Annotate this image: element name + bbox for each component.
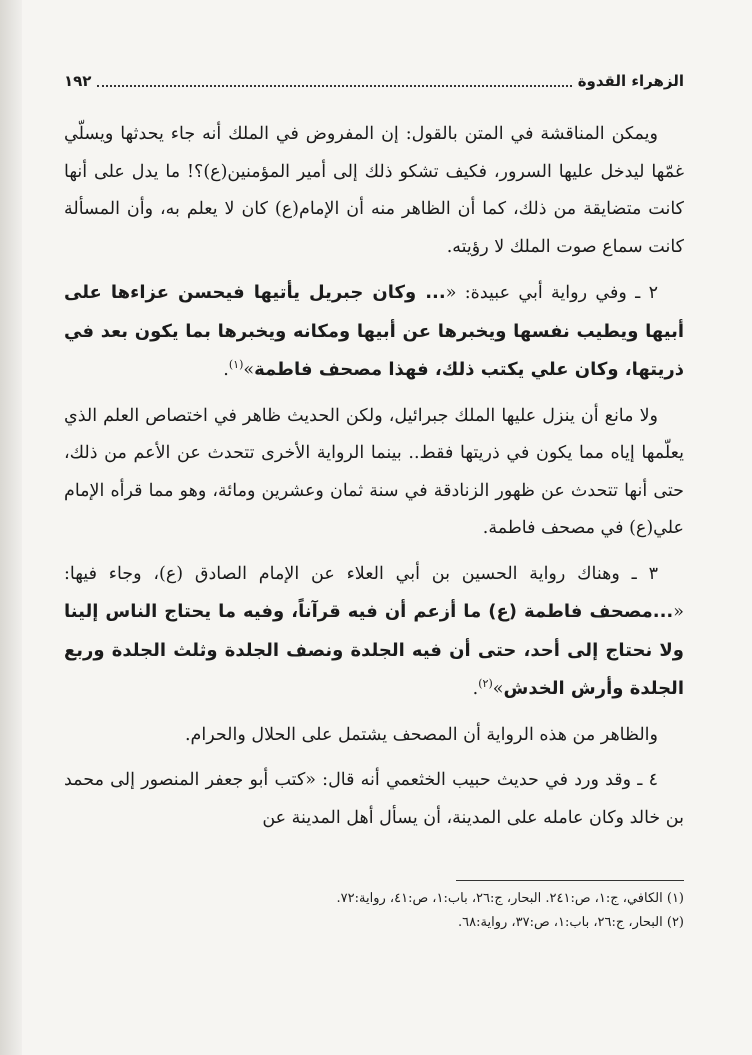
paragraph-2-end: .	[223, 360, 229, 380]
footnote-2: (٢) البحار، ج:٢٦، باب:١، ص:٣٧، رواية:٦٨.	[458, 915, 684, 930]
paragraph-1: ويمكن المناقشة في المتن بالقول: إن المفروض في الملك أنه جاء يحدثها ويسلّي غمّها ليدخل عليها السرور، فكيف تشكو ذلك إلى أمير المؤمنين(ع)؟! ما يدل على أنها كانت متضايقة من ذلك، كما أن الظاهر منه أن الإمام(ع) كان لا يعلم به، وأن المسألة كانت سماع صوت الملك لا رؤيته.	[64, 124, 684, 257]
footnote-ref-2: (٢)	[478, 677, 493, 691]
footnote-separator	[456, 880, 684, 881]
header-leader-dots	[97, 75, 571, 87]
quote-close-1: »	[243, 360, 255, 380]
paragraph-4-intro: ٣ ـ وهناك رواية الحسين بن أبي العلاء عن الإمام الصادق (ع)، وجاء فيها: «	[64, 563, 684, 622]
running-header	[64, 72, 684, 90]
quote-close-2: »	[492, 679, 504, 699]
paragraph-2-intro: ٢ ـ وفي رواية أبي عبيدة: «	[445, 283, 658, 303]
paragraph-6: ٤ ـ وقد ورد في حديث حبيب الخثعمي أنه قال: «كتب أبو جعفر المنصور إلى محمد بن خالد وكان عامله على المدينة، أن يسأل أهل المدينة عن	[64, 770, 684, 828]
paragraph-5: والظاهر من هذه الرواية أن المصحف يشتمل على الحلال والحرام.	[184, 724, 658, 745]
footnote-ref-1: (١)	[228, 358, 244, 372]
page-number: ١٩٢	[64, 72, 92, 90]
page-gutter-shadow	[0, 0, 22, 1055]
paragraph-2	[64, 274, 684, 390]
footnote-1: (١) الكافي، ج:١، ص:٢٤١. البحار، ج:٢٦، باب:١، ص:٤١، رواية:٧٢.	[336, 891, 684, 906]
paragraph-4	[64, 556, 684, 709]
footnotes	[64, 880, 684, 935]
paragraph-4-end: .	[472, 679, 479, 699]
quotation-2: ...مصحف فاطمة (ع) ما أزعم أن فيه قرآناً، وفيه ما يحتاج الناس إلينا ولا نحتاج إلى أحد، حتى أن فيه الجلدة ونصف الجلدة وثلث الجلدة وربع الجلدة وأرش الخدش	[64, 601, 684, 699]
header-title: الزهراء القدوة	[577, 72, 684, 90]
body-text	[64, 116, 684, 837]
quotation-1: ... وكان جبريل يأتيها فيحسن عزاءها على أبيها ويطيب نفسها ويخبرها عن أبيها ومكانه ويخبرها بما يكون بعد في ذريتها، وكان علي يكتب ذلك، فهذا مصحف فاطمة	[64, 282, 684, 380]
paragraph-3: ولا مانع أن ينزل عليها الملك جبرائيل، ولكن الحديث ظاهر في اختصاص العلم الذي يعلّمها إياه مما يكون في ذريتها فقط.. بينما الرواية الأخرى تتحدث عن الأعم من ذلك، حتى أنها تتحدث عن ظهور الزنادقة في سنة ثمان وعشرين ومائة، وهو مما قرأه الإمام علي(ع) في مصحف فاطمة.	[64, 405, 684, 538]
